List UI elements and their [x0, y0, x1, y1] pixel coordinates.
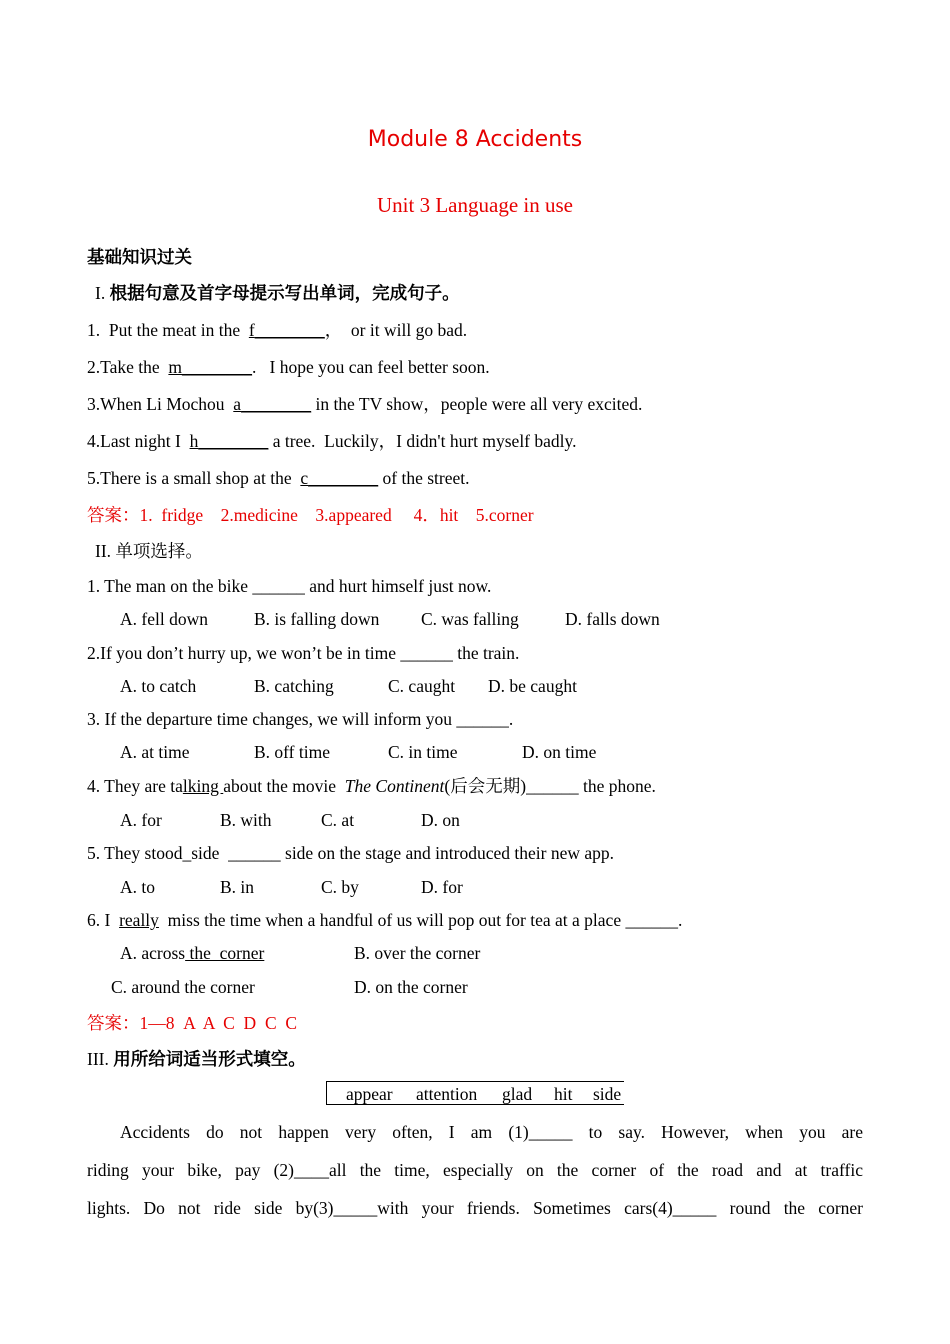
part1-instruction: 根据句意及首字母提示写出单词，完成句子。: [109, 283, 460, 303]
part1-heading: [95, 282, 460, 304]
blank: ________: [254, 320, 325, 340]
question-3-stem: 3. If the departure time changes, we will inform you ______.: [87, 709, 514, 729]
question-2-stem: 2.If you don’t hurry up, we won’t be in time ______ the train.: [87, 643, 520, 663]
q2-option-b[interactable]: B. catching: [254, 676, 334, 696]
part1-item-5: [87, 467, 470, 489]
q1-option-d[interactable]: D. falls down: [565, 609, 660, 629]
option-text: the corner: [185, 943, 265, 963]
item-text: in the TV show，people were all very excited.: [311, 394, 643, 414]
q4-option-d[interactable]: D. on: [421, 810, 460, 830]
stem-text: 6. I: [87, 910, 120, 930]
item-text: 5.There is a small shop at the: [87, 468, 301, 488]
item-text: 1. Put the meat in the: [87, 320, 249, 340]
part2-heading: [95, 540, 203, 562]
word-box-item: hit: [554, 1084, 573, 1104]
stem-text: about the movie: [223, 776, 345, 796]
hint-letter: c: [300, 468, 309, 488]
item-text: of the street.: [378, 468, 470, 488]
q6-option-d[interactable]: D. on the corner: [354, 977, 468, 997]
question-4-stem: [87, 775, 656, 797]
item-text: 2.Take the: [87, 357, 169, 377]
q1-option-c[interactable]: C. was falling: [421, 609, 519, 629]
answer-label: 答案：: [87, 505, 140, 525]
part1-item-3: [87, 393, 642, 415]
answer-text: 1. fridge 2.medicine 3.appeared 4．hit 5.corner: [139, 505, 534, 525]
hint-letter: h: [189, 431, 199, 451]
question-1-stem: 1. The man on the bike ______ and hurt himself just now.: [87, 576, 492, 596]
part1-item-4: [87, 430, 577, 452]
item-text: 4.Last night I: [87, 431, 190, 451]
part1-item-2: [87, 356, 490, 378]
q4-option-b[interactable]: B. with: [220, 810, 272, 830]
q4-option-c[interactable]: C. at: [321, 810, 355, 830]
passage-line-3: lights. Do not ride side by(3)_____with your friends. Sometimes cars(4)_____ round the corner: [87, 1198, 863, 1218]
q3-option-b[interactable]: B. off time: [254, 742, 330, 762]
item-blank[interactable]: [168, 357, 252, 377]
part3-instruction: 用所给词适当形式填空。: [113, 1049, 306, 1069]
word-box-item: appear: [346, 1084, 393, 1104]
option-text: A. across: [120, 943, 186, 963]
stem-text: really: [119, 910, 159, 930]
q3-option-d[interactable]: D. on time: [522, 742, 597, 762]
unit-title: Unit 3 Language in use: [377, 193, 573, 217]
q6-option-b[interactable]: B. over the corner: [354, 943, 481, 963]
q1-option-b[interactable]: B. is falling down: [254, 609, 380, 629]
word-box-item: glad: [502, 1084, 533, 1104]
answer-label: 答案：: [87, 1013, 140, 1033]
item-text: . I hope you can feel better soon.: [252, 357, 490, 377]
q6-option-c[interactable]: C. around the corner: [111, 977, 255, 997]
q5-option-b[interactable]: B. in: [220, 877, 255, 897]
item-text: a tree. Luckily，I didn't hurt myself badly.: [268, 431, 577, 451]
part2-numeral: II.: [95, 541, 112, 561]
part3-numeral: III.: [87, 1049, 109, 1069]
q3-option-c[interactable]: C. in time: [388, 742, 458, 762]
item-text: 3.When Li Mochou: [87, 394, 234, 414]
module-title: Module 8 Accidents: [367, 127, 583, 152]
movie-title: The Continent: [344, 776, 445, 796]
item-blank[interactable]: [190, 431, 269, 451]
part1-item-1: [87, 319, 467, 341]
item-blank[interactable]: [249, 320, 325, 340]
part2-answers: [87, 1012, 297, 1034]
blank: ________: [198, 431, 269, 451]
part1-numeral: I.: [95, 283, 106, 303]
q3-option-a[interactable]: A. at time: [120, 742, 190, 762]
q5-option-c[interactable]: C. by: [321, 877, 359, 897]
item-blank[interactable]: [300, 468, 378, 488]
hint-letter: a: [233, 394, 242, 414]
answer-text: 1—8 A A C D C C: [139, 1013, 298, 1033]
question-5-stem: 5. They stood_side ______ side on the stage and introduced their new app.: [87, 843, 614, 863]
part2-instruction: 单项选择。: [115, 541, 203, 561]
q1-option-a[interactable]: A. fell down: [120, 609, 208, 629]
blank: ________: [308, 468, 379, 488]
item-blank[interactable]: [233, 394, 311, 414]
passage-line-1: Accidents do not happen very often, I am (1)_____ to say. However, when you are: [120, 1122, 863, 1142]
part1-answers: [87, 504, 534, 526]
q2-option-c[interactable]: C. caught: [388, 676, 456, 696]
word-box: [326, 1081, 624, 1105]
blank: ________: [182, 357, 253, 377]
q4-option-a[interactable]: A. for: [120, 810, 162, 830]
stem-text: miss the time when a handful of us will pop out for tea at a place ______.: [158, 910, 683, 930]
q6-option-a[interactable]: [120, 942, 264, 964]
word-box-item: side: [593, 1084, 622, 1104]
word-box-item: attention: [416, 1084, 478, 1104]
q5-option-d[interactable]: D. for: [421, 877, 463, 897]
stem-text: 4. They are ta: [87, 776, 183, 796]
passage-line-2: riding your bike, pay (2)____all the time, especially on the corner of the road and at traffic: [87, 1160, 863, 1180]
q2-option-d[interactable]: D. be caught: [488, 676, 577, 696]
question-6-stem: [87, 909, 682, 931]
q5-option-a[interactable]: A. to: [120, 877, 155, 897]
stem-text: (后会无期)______ the phone.: [444, 776, 656, 796]
part3-heading: [87, 1048, 306, 1070]
blank: ________: [241, 394, 312, 414]
hint-letter: f: [248, 320, 255, 340]
stem-text: lking: [182, 776, 224, 796]
q2-option-a[interactable]: A. to catch: [120, 676, 197, 696]
section-heading: 基础知识过关: [87, 247, 192, 267]
item-text: ， or it will go bad.: [324, 320, 468, 340]
hint-letter: m: [168, 357, 183, 377]
